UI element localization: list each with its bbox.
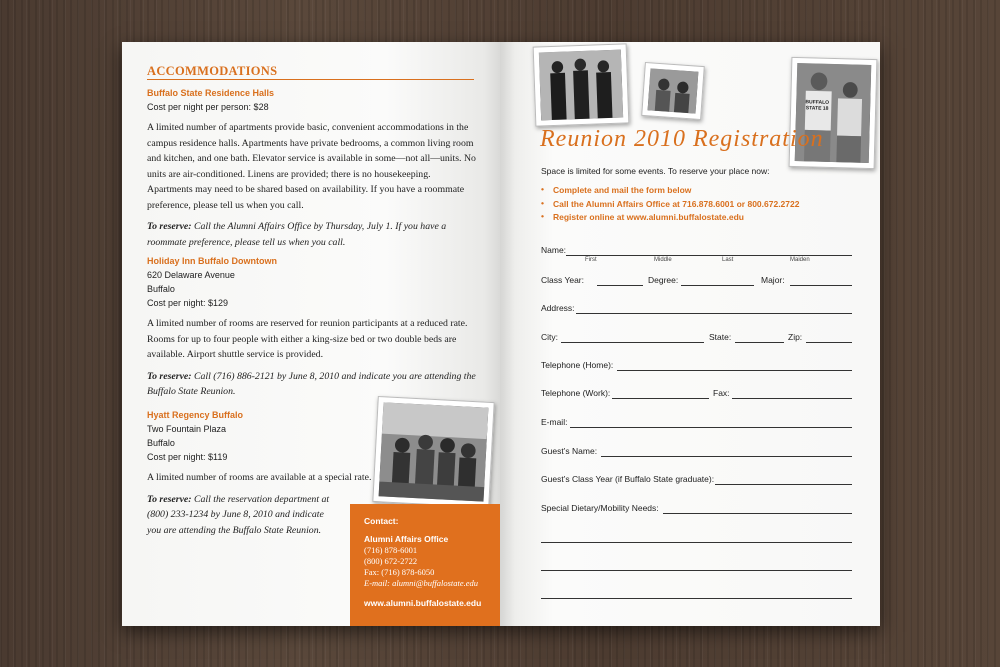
left-page	[122, 42, 500, 626]
hotel-address: 620 Delaware Avenue	[147, 270, 235, 280]
jersey-text: BUFFALO STATE 18	[805, 99, 830, 112]
reserve-label: To reserve:	[147, 221, 192, 232]
hotel-city: Buffalo	[147, 284, 175, 294]
major-field[interactable]	[790, 285, 852, 286]
registration-options	[541, 185, 799, 226]
group-photo-image	[379, 402, 489, 501]
tel-work-label: Telephone (Work):	[541, 388, 611, 398]
class-year-label: Class Year:	[541, 275, 584, 285]
class-year-field[interactable]	[597, 285, 643, 286]
degree-label: Degree:	[648, 275, 679, 285]
reserve-text: Call the Alumni Affairs Office by Thursday, July 1. If you have a roommate preference, please tell us when you call.	[147, 221, 447, 248]
graduates-photo	[533, 43, 630, 126]
hotel-hyatt	[147, 408, 372, 538]
city-label: City:	[541, 332, 558, 342]
hotel-cost: Cost per night: $119	[147, 452, 228, 462]
right-page	[500, 42, 880, 626]
contact-fax: Fax: (716) 878-6050	[364, 567, 435, 577]
hotel-reserve	[147, 369, 477, 400]
tel-home-field[interactable]	[617, 370, 852, 371]
tel-home-label: Telephone (Home):	[541, 360, 614, 370]
option-online[interactable]: • Register online at www.alumni.buffalostate.edu	[541, 212, 799, 226]
city-field[interactable]	[561, 342, 704, 343]
students-photo-image	[648, 68, 699, 113]
contact-box	[350, 504, 500, 626]
reserve-label: To reserve:	[147, 493, 192, 505]
dietary-line-4[interactable]	[541, 598, 852, 599]
hotel-description: A limited number of apartments provide basic, convenient accommodations in the campus residence halls. Apartments have private bedrooms, a common living room and kitchen, and one bath. Elevator service is available in some—not all—units. No units are air-conditioned. Linens are provided; there is no housekeeping. Apartments may need to be shared based on availability. If you have a roommate preference, please tell us when you call.	[147, 122, 476, 211]
guest-class-label: Guest’s Class Year (if Buffalo State graduate):	[541, 474, 715, 484]
fax-label: Fax:	[713, 388, 730, 398]
hotel-description: A limited number of rooms are available at a special rate.	[147, 472, 372, 483]
zip-label: Zip:	[788, 332, 803, 342]
guest-name-label: Guest’s Name:	[541, 446, 598, 456]
fax-field[interactable]	[732, 398, 852, 399]
hotel-description: A limited number of rooms are reserved for reunion participants at a reduced rate. Rooms for up to four people with either a king-size bed or two double beds are available. Airport shuttle service is provided.	[147, 318, 468, 360]
major-label: Major:	[761, 275, 785, 285]
contact-office: Alumni Affairs Office	[364, 534, 449, 544]
guest-class-field[interactable]	[715, 484, 852, 485]
contact-phone-1: (716) 878-6001	[364, 545, 418, 555]
option-mail: • Complete and mail the form below	[541, 185, 799, 199]
name-label: Name:	[541, 245, 567, 255]
dietary-field[interactable]	[663, 513, 852, 514]
section-rule	[147, 79, 474, 80]
contact-phone-2: (800) 672-2722	[364, 556, 418, 566]
contact-email[interactable]: E-mail: alumni@buffalostate.edu	[364, 578, 479, 588]
hotel-address: Two Fountain Plaza	[147, 424, 227, 434]
reserve-label: To reserve:	[147, 370, 192, 382]
group-photo	[372, 396, 494, 508]
dietary-label: Special Dietary/Mobility Needs:	[541, 503, 659, 513]
contact-website[interactable]: www.alumni.buffalostate.edu	[364, 598, 482, 608]
hotel-residence-halls	[147, 86, 477, 250]
state-field[interactable]	[735, 342, 784, 343]
zip-field[interactable]	[806, 342, 852, 343]
tel-work-field[interactable]	[612, 398, 709, 399]
state-label: State:	[709, 332, 732, 342]
name-sub-first: First	[585, 257, 597, 263]
registration-title: Reunion 2010 Registration	[540, 126, 824, 152]
dietary-line-3[interactable]	[541, 570, 852, 571]
reserve-text: Call (716) 886-2121 by June 8, 2010 and indicate you are attending the Buffalo State Reunion.	[147, 370, 476, 397]
hotel-name: Holiday Inn Buffalo Downtown	[147, 256, 277, 266]
hotel-name: Hyatt Regency Buffalo	[147, 410, 244, 420]
degree-field[interactable]	[681, 285, 754, 286]
contact-title: Contact:	[364, 516, 399, 526]
hotel-cost: Cost per night per person: $28	[147, 102, 269, 112]
hotel-city: Buffalo	[147, 438, 175, 448]
address-field[interactable]	[576, 313, 852, 314]
dietary-line-2[interactable]	[541, 542, 852, 543]
brochure-spread	[122, 42, 880, 626]
name-field[interactable]	[566, 255, 852, 256]
option-call: • Call the Alumni Affairs Office at 716.878.6001 or 800.672.2722	[541, 199, 799, 213]
address-label: Address:	[541, 303, 575, 313]
registration-intro: Space is limited for some events. To reserve your place now:	[541, 166, 770, 176]
email-field[interactable]	[570, 427, 852, 428]
hotel-name: Buffalo State Residence Halls	[147, 88, 275, 98]
name-sub-maiden: Maiden	[790, 257, 810, 263]
hotel-holiday-inn	[147, 254, 477, 400]
graduates-photo-image	[539, 50, 623, 121]
hotel-reserve	[147, 219, 477, 250]
students-photo	[641, 62, 705, 120]
hotel-cost: Cost per night: $129	[147, 298, 229, 308]
section-title: ACCOMMODATIONS	[147, 64, 278, 78]
hotel-reserve	[147, 492, 337, 539]
name-sub-middle: Middle	[654, 257, 672, 263]
reserve-text: Call the reservation department at (800) 233-1234 by June 8, 2010 and indicate you are attending the Buffalo State Reunion.	[147, 493, 330, 536]
email-label: E-mail:	[541, 417, 568, 427]
name-sub-last: Last	[722, 257, 734, 263]
guest-name-field[interactable]	[601, 456, 852, 457]
